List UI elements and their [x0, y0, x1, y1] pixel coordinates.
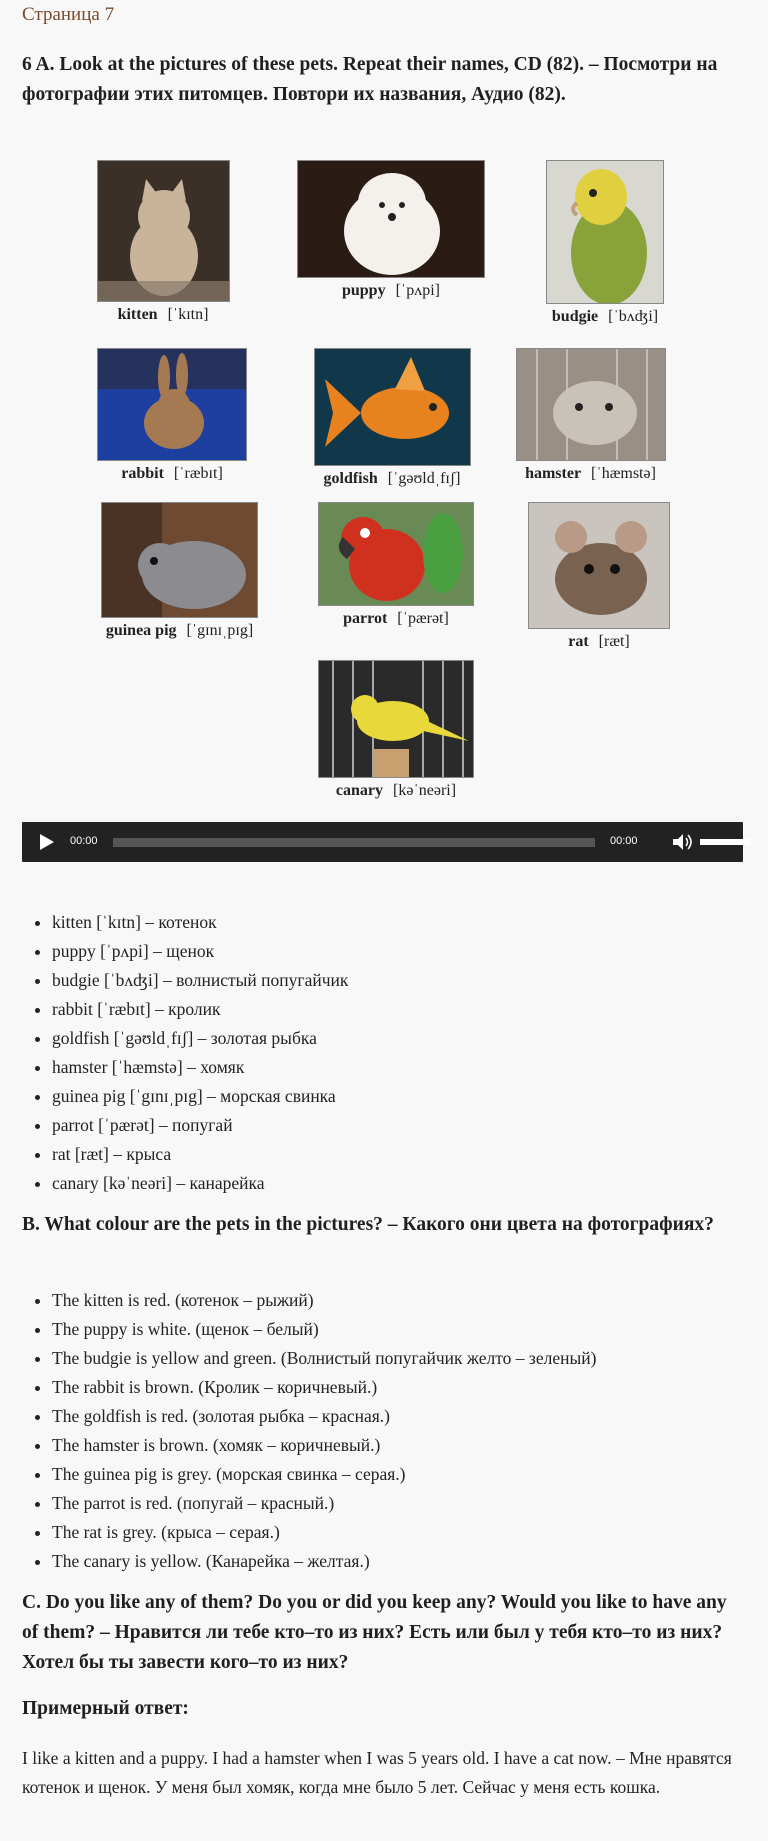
pet-name: canary	[335, 782, 384, 799]
pet-rabbit	[97, 348, 247, 483]
pet-name: rabbit	[121, 465, 164, 482]
vocab-item: • rabbit [ˈræbɪt] – кролик	[52, 995, 752, 1024]
rabbit-photo	[97, 348, 247, 461]
colour-answer-item: • The guinea pig is grey. (морская свинка – серая.)	[52, 1460, 752, 1489]
pet-name: guinea pig	[105, 622, 177, 639]
pet-goldfish	[312, 348, 472, 488]
colour-answer-item: • The puppy is white. (щенок – белый)	[52, 1315, 752, 1344]
vocab-item: • canary [kəˈneəri] – канарейка	[52, 1169, 752, 1198]
pet-name: puppy	[341, 282, 386, 299]
pet-ipa: [kəˈneəri]	[393, 782, 457, 799]
pet-name: kitten	[117, 306, 158, 323]
colour-answer-item: • The hamster is brown. (хомяк – коричневый.)	[52, 1431, 752, 1460]
vocab-list	[22, 908, 752, 1198]
vocab-item: • guinea pig [ˈgɪnɪˌpɪg] – морская свинка	[52, 1082, 752, 1111]
page-label: Страница 7	[22, 4, 115, 25]
pet-name: parrot	[343, 610, 388, 627]
guinea-pig-photo	[101, 502, 258, 618]
pet-name: goldfish	[323, 470, 378, 487]
canary-photo	[318, 660, 474, 778]
vocab-item: • puppy [ˈpʌpi] – щенок	[52, 937, 752, 966]
colour-answers-list	[22, 1286, 752, 1576]
pet-ipa: [ˈgɪnɪˌpɪg]	[186, 622, 254, 639]
play-button[interactable]	[40, 834, 54, 850]
vocab-item: • goldfish [ˈgəʊldˌfɪʃ] – золотая рыбка	[52, 1024, 752, 1053]
audio-player	[22, 822, 743, 862]
volume-slider[interactable]	[700, 839, 750, 845]
pet-ipa: [ˈkɪtn]	[167, 306, 209, 323]
pet-name: hamster	[525, 465, 582, 482]
rat-photo	[528, 502, 670, 629]
parrot-photo	[318, 502, 474, 606]
colour-answer-item: • The kitten is red. (котенок – рыжий)	[52, 1286, 752, 1315]
colour-answer-item: • The goldfish is red. (золотая рыбка – красная.)	[52, 1402, 752, 1431]
section-b-title: B. What colour are the pets in the pictures? – Какого они цвета на фотографиях?	[22, 1214, 714, 1235]
pet-hamster	[508, 348, 673, 483]
current-time: 00:00	[70, 835, 98, 847]
colour-answer-item: • The rabbit is brown. (Кролик – коричневый.)	[52, 1373, 752, 1402]
section-a-title: 6 A. Look at the pictures of these pets. Repeat their names, CD (82). – Посмотри на фотографии этих питомцев. Повтори их названия, Аудио (82).	[22, 54, 718, 105]
sample-answer-label: Примерный ответ:	[22, 1698, 189, 1719]
pet-ipa: [ˈhæmstə]	[591, 465, 656, 482]
sample-answer-text: I like a kitten and a puppy. I had a hamster when I was 5 years old. I have a cat now. – Мне нравятся котенок и щенок. У меня был хомяк, когда мне было 5 лет. Сейчас у меня есть кошка.	[22, 1748, 732, 1797]
pet-parrot	[318, 502, 474, 628]
pet-name: budgie	[551, 308, 599, 325]
colour-answer-item: • The budgie is yellow and green. (Волнистый попугайчик желто – зеленый)	[52, 1344, 752, 1373]
vocab-item: • hamster [ˈhæmstə] – хомяк	[52, 1053, 752, 1082]
kitten-photo	[97, 160, 230, 302]
vocab-item: • budgie [ˈbʌʤi] – волнистый попугайчик	[52, 966, 752, 995]
volume-icon[interactable]	[672, 833, 692, 851]
pet-ipa: [ˈbʌʤi]	[608, 308, 659, 325]
vocab-item: • parrot [ˈpærət] – попугай	[52, 1111, 752, 1140]
section-c-title: C. Do you like any of them? Do you or did you keep any? Would you like to have any of them? – Нравится ли тебе кто–то из них? Есть или был у тебя кто–то из них? Хотел бы ты завести кого–то из них?	[22, 1592, 727, 1673]
puppy-photo	[297, 160, 485, 278]
pet-guinea-pig	[92, 502, 267, 640]
vocab-item: • kitten [ˈkɪtn] – котенок	[52, 908, 752, 937]
hamster-photo	[516, 348, 666, 461]
colour-answer-item: • The canary is yellow. (Канарейка – желтая.)	[52, 1547, 752, 1576]
pet-name: rat	[568, 633, 589, 650]
pet-ipa: [ræt]	[598, 633, 630, 650]
colour-answer-item: • The rat is grey. (крыса – серая.)	[52, 1518, 752, 1547]
duration-time: 00:00	[610, 835, 638, 847]
budgie-photo	[546, 160, 664, 304]
pet-puppy	[296, 160, 486, 300]
goldfish-photo	[314, 348, 471, 466]
pet-canary	[318, 660, 474, 800]
vocab-item: • rat [ræt] – крыса	[52, 1140, 752, 1169]
pet-rat	[528, 502, 670, 651]
pet-ipa: [ˈpʌpi]	[395, 282, 441, 299]
colour-answer-item: • The parrot is red. (попугай – красный.)	[52, 1489, 752, 1518]
pet-budgie	[540, 160, 670, 326]
pet-kitten	[92, 160, 234, 324]
progress-track[interactable]	[113, 838, 595, 847]
pet-ipa: [ˈpærət]	[397, 610, 449, 627]
pet-ipa: [ˈræbɪt]	[173, 465, 223, 482]
pet-ipa: [ˈgəʊldˌfɪʃ]	[387, 470, 461, 487]
